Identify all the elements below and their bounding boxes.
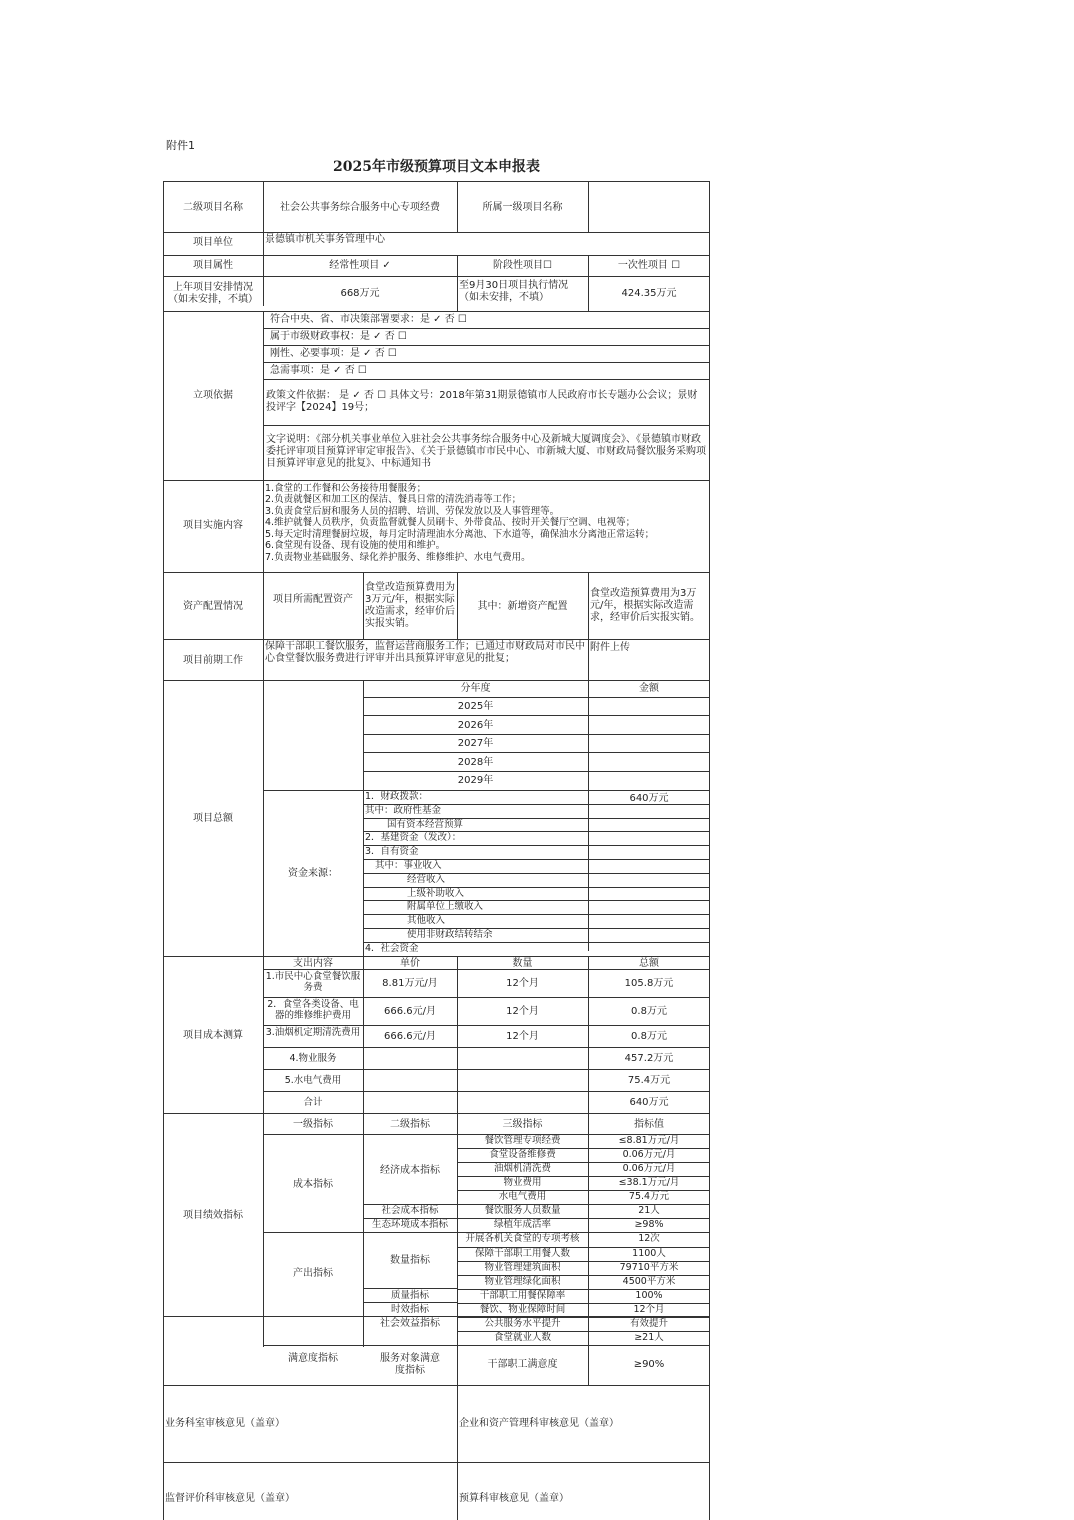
cost-unit-price: 666.6元/月 bbox=[384, 1005, 436, 1017]
cost-quantity: 12个月 bbox=[506, 1030, 539, 1042]
perf-sub-indicator: 社会成本指标 bbox=[381, 1205, 439, 1216]
perf-sub-indicator: 时效指标 bbox=[390, 1304, 429, 1315]
cost-total: 75.4万元 bbox=[627, 1074, 671, 1086]
perf-value: 12次 bbox=[638, 1233, 660, 1244]
basis-line-2: 属于市级财政事权：是 ✓ 否 ☐ bbox=[270, 331, 407, 342]
cost-item: 4.物业服务 bbox=[289, 1052, 337, 1064]
output-indicator-label: 产出指标 bbox=[293, 1268, 333, 1279]
perf-indicator: 油烟机清洗费 bbox=[493, 1163, 551, 1174]
perf-value: 有效提升 bbox=[629, 1318, 668, 1329]
cost-item: 2．食堂各类设备、电器的维修维护费用 bbox=[267, 999, 359, 1021]
fund-source-item: 附属单位上缴收入 bbox=[407, 901, 484, 912]
attr-regular: 经常性项目 ✓ bbox=[329, 260, 391, 271]
perf-sub-indicator: 生态环境成本指标 bbox=[371, 1219, 448, 1230]
parent-project-label: 所属一级项目名称 bbox=[482, 202, 563, 213]
perf-indicator: 食堂就业人数 bbox=[493, 1332, 551, 1343]
perf-indicator: 物业管理绿化面积 bbox=[484, 1276, 561, 1287]
cost-unit-price: 666.6元/月 bbox=[384, 1030, 436, 1042]
perf-indicator: 物业费用 bbox=[503, 1177, 542, 1188]
perf-value: ≥98% bbox=[634, 1219, 664, 1230]
econ-indicator-label: 经济成本指标 bbox=[380, 1165, 440, 1176]
opinion-supervision: 监督评价科审核意见（盖章） bbox=[165, 1493, 295, 1504]
fund-source-item: 上级补助收入 bbox=[407, 888, 465, 899]
qty-indicator-label: 数量指标 bbox=[390, 1255, 430, 1266]
perf-indicator: 餐饮、物业保障时间 bbox=[479, 1304, 566, 1315]
perf-value: 12个月 bbox=[633, 1304, 665, 1315]
perf-indicator: 公共服务水平提升 bbox=[484, 1318, 561, 1329]
impl-line-2: 2.负责就餐区和加工区的保洁、餐具日常的清洗消毒等工作； bbox=[265, 494, 522, 505]
asset-label: 资产配置情况 bbox=[183, 601, 243, 612]
cost-total: 105.8万元 bbox=[624, 977, 674, 989]
cost-indicator-label: 成本指标 bbox=[293, 1179, 333, 1190]
attr-once: 一次性项目 ☐ bbox=[617, 260, 681, 271]
impl-line-7: 7.负责物业基础服务、绿化养护服务、维修维护、水电气费用。 bbox=[265, 552, 531, 563]
impl-label: 项目实施内容 bbox=[183, 520, 243, 531]
cost-item: 合计 bbox=[303, 1096, 323, 1108]
year-head: 分年度 bbox=[460, 683, 491, 694]
exec-label: 至9月30日项目执行情况（如未安排，不填） bbox=[459, 280, 569, 303]
basis-line-3: 刚性、必要事项：是 ✓ 否 ☐ bbox=[270, 348, 397, 359]
cost-total: 457.2万元 bbox=[624, 1052, 674, 1064]
project-name-label: 二级项目名称 bbox=[183, 202, 243, 213]
perf-indicator: 食堂设备维修费 bbox=[489, 1149, 556, 1160]
perf-label: 项目绩效指标 bbox=[183, 1210, 243, 1221]
perf-indicator: 餐饮服务人员数量 bbox=[484, 1205, 561, 1216]
fund-source-item: 其中：事业收入 bbox=[375, 860, 442, 871]
year-2029: 2029年 bbox=[457, 775, 494, 786]
cost-total: 0.8万元 bbox=[631, 1005, 667, 1017]
attr-phase: 阶段性项目☐ bbox=[493, 260, 552, 271]
page-title: 2025年市级预算项目文本申报表 bbox=[333, 159, 540, 175]
cost-total: 0.8万元 bbox=[631, 1030, 667, 1042]
fund-source-item: 4．社会资金 bbox=[365, 943, 419, 954]
perf-head-2: 二级指标 bbox=[390, 1119, 430, 1130]
prework-label: 项目前期工作 bbox=[183, 655, 243, 666]
perf-value: 100% bbox=[635, 1290, 663, 1301]
last-year-label: 上年项目安排情况（如未安排，不填） bbox=[168, 282, 258, 305]
last-year-value: 668万元 bbox=[340, 288, 380, 299]
fund-source-item: 其中：政府性基金 bbox=[365, 805, 442, 816]
perf-indicator: 开展各机关食堂的专项考核 bbox=[465, 1233, 580, 1244]
project-name-value: 社会公共事务综合服务中心专项经费 bbox=[280, 202, 440, 213]
fund-source-label: 资金来源： bbox=[288, 868, 338, 879]
satisfaction-item: 干部职工满意度 bbox=[487, 1359, 558, 1370]
perf-value: ≤8.81万元/月 bbox=[618, 1135, 680, 1146]
perf-indicator: 物业管理建筑面积 bbox=[484, 1262, 561, 1273]
asset-new-value: 食堂改造预算费用为3万元/年，根据实际改造需求，经审价后实报实销。 bbox=[590, 588, 700, 623]
attr-label: 项目属性 bbox=[193, 260, 233, 271]
grid-line bbox=[363, 1204, 457, 1205]
cost-head-total: 总额 bbox=[639, 958, 659, 969]
asset-needed-label: 项目所需配置资产 bbox=[273, 594, 353, 605]
cost-head-item: 支出内容 bbox=[293, 958, 333, 969]
grid-line bbox=[363, 1218, 457, 1219]
satisfaction-sub-label: 服务对象满意度指标 bbox=[380, 1353, 440, 1376]
perf-head-1: 一级指标 bbox=[293, 1119, 333, 1130]
attachment-upload[interactable]: 附件上传 bbox=[590, 642, 630, 653]
perf-indicator: 保障干部职工用餐人数 bbox=[474, 1248, 570, 1259]
basis-line-1: 符合中央、省、市决策部署要求：是 ✓ 否 ☐ bbox=[270, 314, 467, 325]
perf-value: 1100人 bbox=[632, 1248, 666, 1259]
cost-quantity: 12个月 bbox=[506, 977, 539, 989]
fund-source-item: 使用非财政结转结余 bbox=[407, 929, 493, 940]
fund-source-item: 1．财政拨款： bbox=[365, 791, 429, 802]
attachment-label: 附件1 bbox=[166, 139, 195, 152]
amount-head: 金额 bbox=[639, 683, 659, 694]
fund-source-item: 其他收入 bbox=[407, 915, 446, 926]
perf-sub-indicator: 质量指标 bbox=[390, 1290, 429, 1301]
impl-line-1: 1.食堂的工作餐和公务接待用餐服务； bbox=[265, 483, 427, 494]
perf-value: 0.06万元/月 bbox=[622, 1163, 676, 1174]
perf-indicator: 干部职工用餐保障率 bbox=[479, 1290, 566, 1301]
fund-source-item: 国有资本经营预算 bbox=[387, 819, 464, 830]
exec-value: 424.35万元 bbox=[621, 288, 677, 299]
perf-value: 0.06万元/月 bbox=[622, 1149, 676, 1160]
perf-value: 21人 bbox=[638, 1205, 660, 1216]
impl-line-3: 3.负责食堂后厨和服务人员的招聘、培训、劳保发放以及人事管理等。 bbox=[265, 506, 560, 517]
cost-item: 5.水电气费用 bbox=[284, 1074, 342, 1086]
fund-source-item: 2．基建资金（发改）： bbox=[365, 832, 462, 843]
impl-line-6: 6.食堂现有设备、现有设施的使用和维护。 bbox=[265, 540, 446, 551]
perf-head-4: 指标值 bbox=[634, 1119, 664, 1130]
opinion-business: 业务科室审核意见（盖章） bbox=[165, 1418, 285, 1429]
perf-value: 4500平方米 bbox=[622, 1276, 676, 1287]
asset-new-label: 其中：新增资产配置 bbox=[477, 601, 568, 612]
benefit-indicator-label: 社会效益指标 bbox=[380, 1318, 440, 1329]
perf-indicator: 水电气费用 bbox=[498, 1191, 547, 1202]
perf-value: ≤38.1万元/月 bbox=[618, 1177, 680, 1188]
cost-unit-price: 8.81万元/月 bbox=[382, 977, 438, 989]
perf-value: 75.4万元 bbox=[628, 1191, 670, 1202]
perf-indicator: 绿植年成活率 bbox=[493, 1219, 551, 1230]
perf-value: 79710平方米 bbox=[619, 1262, 679, 1273]
year-2026: 2026年 bbox=[457, 720, 494, 731]
satisfaction-value: ≥90% bbox=[633, 1359, 665, 1370]
perf-head-3: 三级指标 bbox=[502, 1119, 543, 1130]
perf-indicator: 餐饮管理专项经费 bbox=[484, 1135, 561, 1146]
opinion-asset: 企业和资产管理科审核意见（盖章） bbox=[459, 1418, 619, 1429]
satisfaction-indicator-label: 满意度指标 bbox=[288, 1353, 338, 1364]
year-2025: 2025年 bbox=[457, 701, 494, 712]
basis-description: 文字说明：《部分机关事业单位入驻社会公共事务综合服务中心及新城大厦调度会》、《景德镇市财政委托评审项目预算评审定审报告》、《关于景德镇市市民中心、市新城大厦、市财政局餐饮服务采购项目预算评审意见的批复》、中标通知书 bbox=[266, 434, 706, 469]
cost-item: 3.油烟机定期清洗费用 bbox=[265, 1027, 361, 1038]
opinion-budget: 预算科审核意见（盖章） bbox=[459, 1493, 569, 1504]
year-2028: 2028年 bbox=[457, 757, 494, 768]
grid-line bbox=[363, 1288, 457, 1289]
impl-line-5: 5.每天定时清理餐厨垃圾，每月定时清理油水分离池、下水道等，确保油水分离池正常运转； bbox=[265, 529, 655, 540]
basis-line-4: 急需事项：是 ✓ 否 ☐ bbox=[270, 365, 367, 376]
cost-item: 1.市民中心食堂餐饮服务费 bbox=[265, 971, 361, 993]
impl-line-4: 4.维护就餐人员秩序，负责监督就餐人员刷卡、外带食品、按时开关餐厅空调、电视等； bbox=[265, 517, 636, 528]
grid-line bbox=[363, 1302, 457, 1303]
year-2027: 2027年 bbox=[457, 738, 494, 749]
asset-needed-value: 食堂改造预算费用为3万元/年，根据实际改造需求，经审价后实报实销。 bbox=[365, 582, 455, 629]
total-label: 项目总额 bbox=[193, 813, 233, 824]
fiscal-amount: 640万元 bbox=[629, 793, 669, 804]
cost-total: 640万元 bbox=[629, 1096, 669, 1108]
basis-policy: 政策文件依据： 是 ✓ 否 ☐ 具体文号：2018年第31期景德镇市人民政府市长专题办公会议；景财投评字【2024】19号； bbox=[266, 390, 698, 413]
perf-value: ≥21人 bbox=[634, 1332, 664, 1343]
cost-label: 项目成本测算 bbox=[183, 1030, 243, 1041]
prework-text: 保障干部职工餐饮服务，监督运营商服务工作；已通过市财政局对市民中心食堂餐饮服务费进行评审并出具预算评审意见的批复； bbox=[265, 641, 585, 664]
fund-source-item: 3．自有资金 bbox=[365, 846, 419, 857]
basis-label: 立项依据 bbox=[193, 390, 233, 401]
cost-quantity: 12个月 bbox=[506, 1005, 539, 1017]
cost-head-price: 单价 bbox=[400, 958, 420, 969]
cost-head-qty: 数量 bbox=[512, 958, 533, 969]
unit-label: 项目单位 bbox=[193, 237, 233, 248]
unit-value: 景德镇市机关事务管理中心 bbox=[265, 234, 385, 245]
fund-source-item: 经营收入 bbox=[407, 874, 446, 885]
